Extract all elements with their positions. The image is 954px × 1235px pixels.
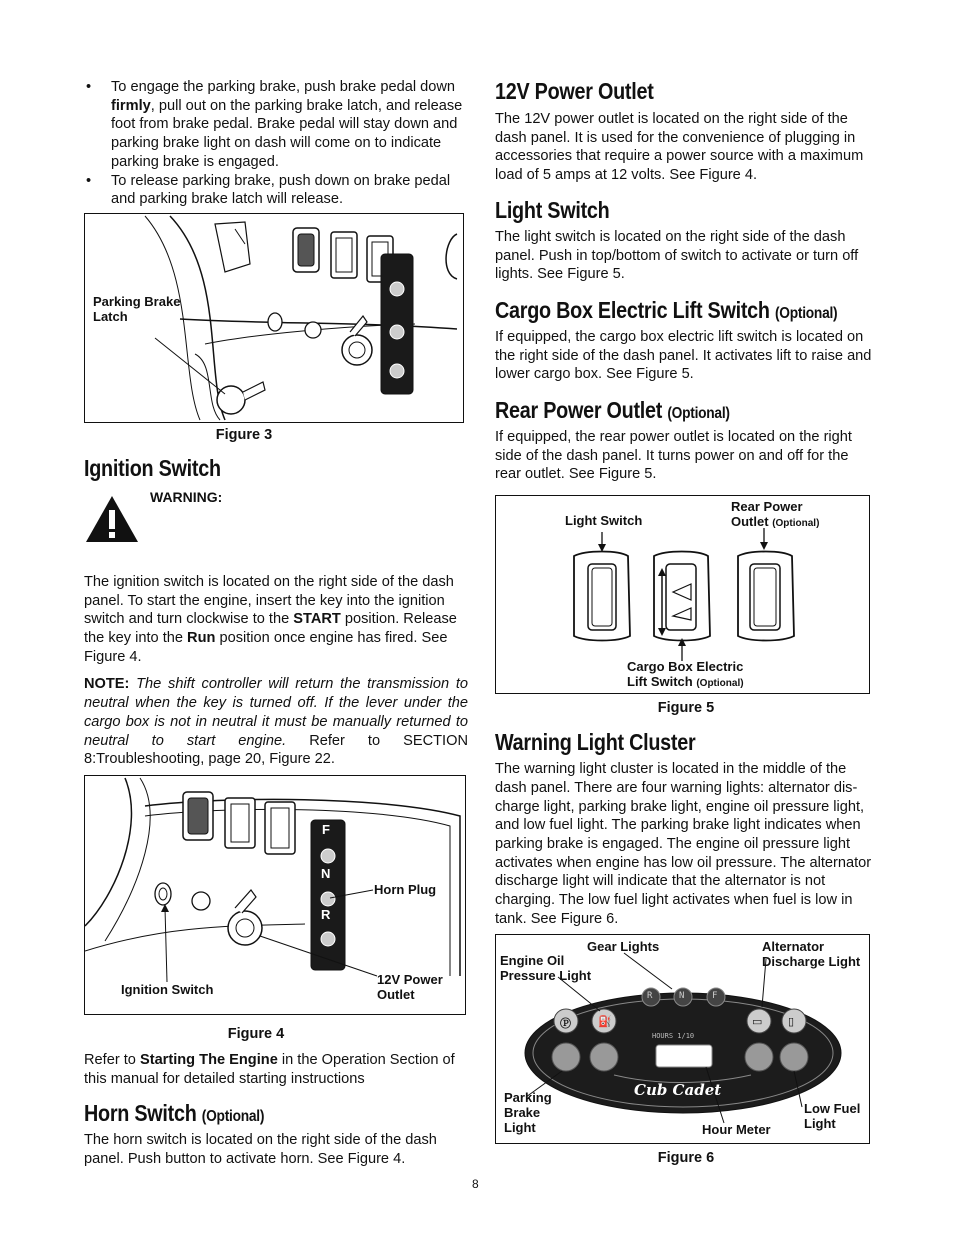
ignition-switch-label: Ignition Switch: [121, 981, 214, 997]
ignition-note: NOTE: The shift controller will return the transmission to neutral when the key is turned off. If the lever under the cargo box is not in neutral it must be manually returned to neutral to start engine. Refer to SECTION 8:Troubleshooting, page 20, Figure 22.: [84, 676, 469, 768]
gear-f-light: F: [712, 991, 718, 1002]
figure-3-caption: Figure 3: [215, 426, 273, 443]
gear-n-light: N: [679, 991, 685, 1002]
neutral-letter: N: [321, 865, 331, 881]
gear-lights-label: Gear Lights: [587, 939, 660, 955]
reverse-letter: R: [423, 338, 433, 354]
figure-5-caption: Figure 5: [657, 700, 715, 717]
figure-6: [495, 934, 870, 1144]
figure-3: [84, 213, 464, 423]
rear-outlet-heading: Rear Power Outlet (Optional): [495, 397, 730, 424]
forward-letter: F: [424, 256, 432, 272]
cargo-lift-label: Cargo Box Electric Lift Switch (Optional): [627, 659, 744, 690]
reverse-letter: R: [321, 906, 331, 922]
alternator-label: Alternator Discharge Light: [762, 939, 861, 970]
parking-brake-instructions: [84, 78, 468, 209]
hour-meter-label: Hour Meter: [702, 1122, 771, 1138]
light-switch-label: Light Switch: [565, 513, 643, 529]
parking-brake-latch-label: Parking Brake Latch: [93, 293, 181, 324]
hours-label: HOURS 1/10: [652, 1032, 695, 1041]
rear-outlet-paragraph: If equipped, the rear power outlet is located on the right side of the dash panel. It turns power on and off for the rear outlet. See Figure 5.: [495, 429, 852, 483]
cargo-lift-paragraph: If equipped, the cargo box electric lift switch is located on the right side of the dash panel. It activates lift to raise and lower cargo box. See Figure 5.: [495, 328, 872, 383]
figure-4: [84, 775, 466, 1015]
gear-r-light: R: [647, 991, 653, 1002]
oil-icon: ⛽: [598, 1016, 612, 1029]
figure-5: [495, 495, 870, 694]
cargo-lift-heading: Cargo Box Electric Lift Switch (Optional): [495, 296, 838, 323]
warning-icon: [84, 494, 140, 544]
warning-cluster-paragraph: The warning light cluster is located in the middle of the dash panel. There are four warning lights: alternator dis-charge light, parking brake light, engine oil pressure light, and low fuel light. The parking brake light indicates when parking brake is engaged. The engine oil pressure light activates when engine has low oil pressure. The alternator discharge light will indicate that the alternator is not charging. The low fuel light activates when fuel is low in tank. See Figure 6.: [495, 761, 872, 927]
page-number: 8: [472, 1177, 479, 1191]
refer-paragraph: Refer to Starting The Engine in the Operation Section of this manual for detailed starting instructions: [84, 1051, 455, 1087]
horn-paragraph: The horn switch is located on the right side of the dash panel. Push button to activate horn. See Figure 4.: [84, 1132, 437, 1168]
power-outlet-label: 12V Power Outlet: [377, 971, 443, 1002]
warning-cluster-heading: Warning Light Cluster: [495, 729, 696, 756]
list-item: • To engage the parking brake, push brake pedal down firmly, pull out on the parking brake latch, and release foot from brake pedal. Brake pedal will stay down and parking brake light on dash will come on to indicate parking brake is engaged.: [84, 78, 468, 172]
brand-logo: Cub Cadet: [634, 1081, 722, 1100]
light-switch-paragraph: The light switch is located on the right side of the dash panel. Push in top/bottom of switch to activate or turn off lights. See Figure 5.: [495, 228, 859, 283]
low-fuel-label: Low Fuel Light: [804, 1101, 861, 1132]
power-outlet-heading: 12V Power Outlet: [495, 78, 654, 104]
parking-brake-light-label: Parking Brake Light: [504, 1090, 552, 1136]
park-icon: Ⓟ: [560, 1018, 571, 1031]
figure-6-caption: Figure 6: [657, 1150, 715, 1167]
ignition-switch-heading: Ignition Switch: [84, 454, 221, 481]
fuel-icon: ▯: [788, 1016, 795, 1029]
list-item: • To release parking brake, push down on brake pedal and parking brake latch will release.: [84, 172, 468, 209]
left-column: [84, 78, 468, 1169]
horn-plug-label: Horn Plug: [374, 881, 437, 897]
rear-outlet-label: Rear Power Outlet (Optional): [731, 499, 820, 530]
right-column: [495, 78, 875, 1166]
warning-block: [84, 490, 468, 560]
horn-switch-heading: Horn Switch (Optional): [84, 1100, 265, 1127]
figure-4-caption: Figure 4: [227, 1025, 285, 1042]
battery-icon: ▭: [752, 1016, 763, 1029]
light-switch-heading: Light Switch: [495, 196, 610, 223]
forward-letter: F: [322, 821, 330, 837]
warning-label: WARNING:: [150, 488, 223, 505]
power-outlet-paragraph: The 12V power outlet is located on the right side of the dash panel. It is used for the convenience of plugging in accessories that require a power source with a maximum load of 5 amps at 12 volts. See Figure 4.: [495, 111, 864, 184]
oil-pressure-label: Engine Oil Pressure Light: [500, 953, 592, 984]
neutral-letter: N: [423, 299, 433, 315]
ignition-paragraph: The ignition switch is located on the right side of the dash panel. To start the engine, insert the key into the ignition switch and turn clockwise to the START position. Release the key into the Run position once engine has fired. See Figure 4.: [84, 573, 457, 665]
